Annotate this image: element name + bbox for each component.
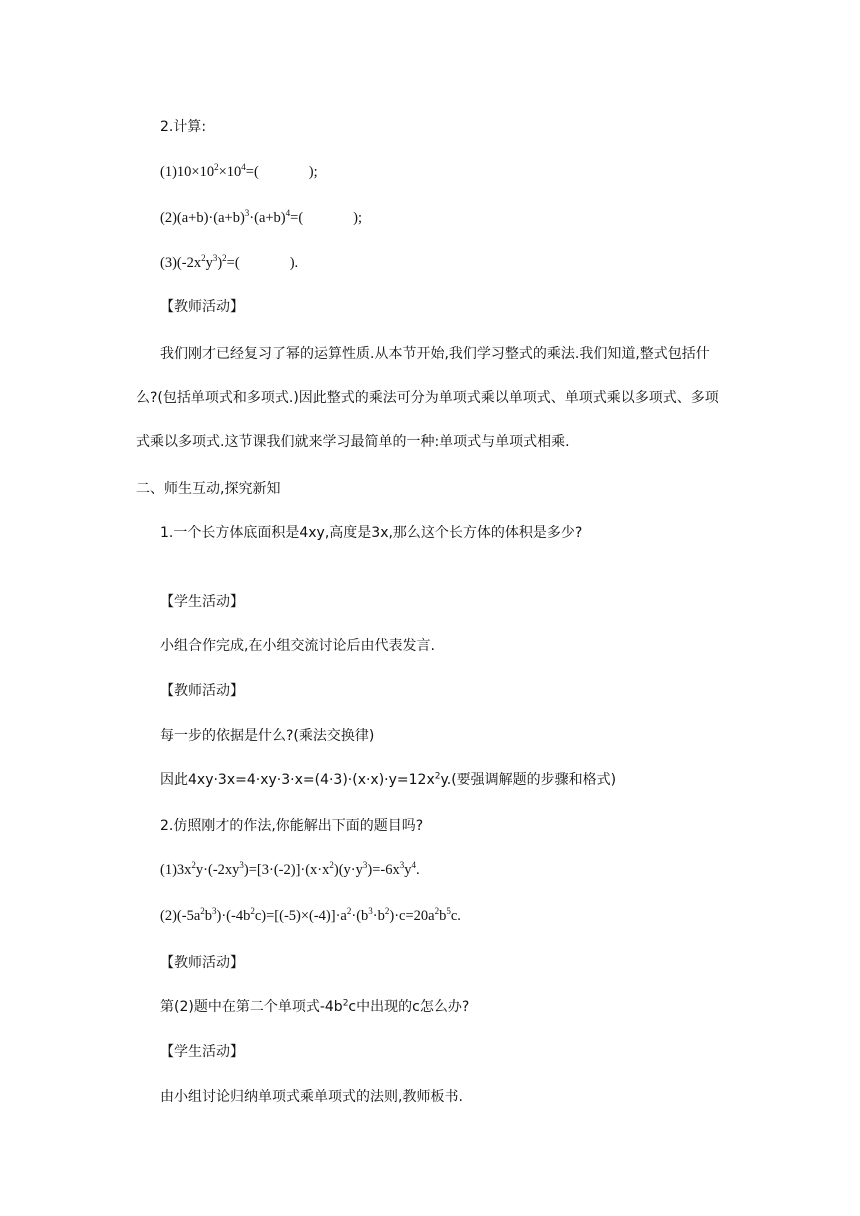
student-activity-heading: 【学生活动】 (160, 1044, 244, 1060)
section-heading: 二、师生互动,探究新知 (136, 481, 281, 497)
question-2: 2.仿照刚才的作法,你能解出下面的题目吗? (160, 818, 424, 834)
example-1: $(1)3x^2y\cdot(-2xy^3)=[3\cdot(-2)]\cdot(x\cdot x^2)(y\cdot y^3)=-6x^3y^4$. (160, 860, 420, 878)
problem-1: $(1)10\times 10^2\times 10^4=$( ); (160, 162, 318, 180)
teacher-question: 每一步的依据是什么?(乘法交换律) (160, 728, 375, 744)
teacher-activity-heading: 【教师活动】 (160, 955, 244, 971)
problem-2: $(2)(a+b)\cdot(a+b)^3\cdot(a+b)^4=$( ); (160, 208, 363, 226)
teacher-question-2: 第(2)题中在第二个单项式$-4b^2c$中出现的c怎么办? (160, 998, 470, 1015)
calc-title: 2.计算: (160, 119, 207, 135)
teacher-activity-heading: 【教师活动】 (160, 299, 244, 315)
example-2: $(2)(-5a^2b^3)\cdot(-4b^2c)=[(-5)\times(-4)]\cdot a^2\cdot(b^3\cdot b^2)\cdot c=20a^2b^5c$. (160, 906, 461, 924)
question-1: 1.一个长方体底面积是4xy,高度是3x,那么这个长方体的体积是多少? (160, 525, 583, 541)
teacher-activity-heading: 【教师活动】 (160, 683, 244, 699)
intro-paragraph: 我们刚才已经复习了幂的运算性质.从本节开始,我们学习整式的乘法.我们知道,整式包括什么?(包括单项式和多项式.)因此整式的乘法可分为单项式乘以单项式、单项式乘以多项式、多项式乘以多项式.这节课我们就来学习最简单的一种:单项式与单项式相乘. (136, 346, 719, 450)
problem-3: $(3)(-2x^2y^3)^2=$( ). (160, 253, 299, 271)
student-activity-text: 小组合作完成,在小组交流讨论后由代表发言. (160, 638, 435, 654)
student-activity-heading: 【学生活动】 (160, 594, 244, 610)
student-activity-text: 由小组讨论归纳单项式乘单项式的法则,教师板书. (160, 1089, 463, 1105)
worked-example: 因此$4xy\cdot 3x=4\cdot xy\cdot 3\cdot x=(4\cdot 3)\cdot(x\cdot x)\cdot y=12x^2y$.(要强调解题的步骤和格式) (160, 771, 617, 788)
